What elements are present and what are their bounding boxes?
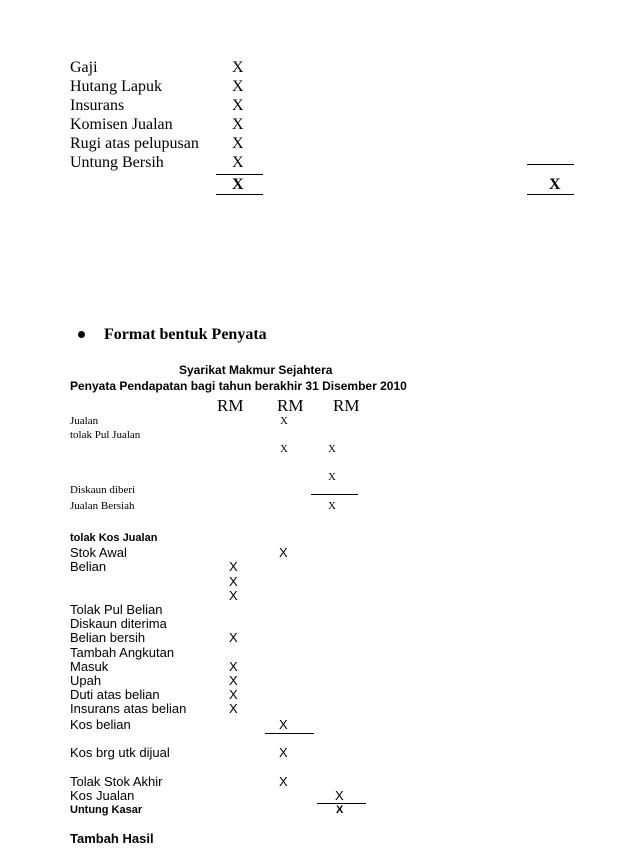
statement-title: Penyata Pendapatan bagi tahun berakhir 31 Disember 2010 xyxy=(70,379,407,393)
row-label: Diskaun diberi xyxy=(70,484,136,496)
total-right: X xyxy=(549,176,561,193)
item-value: X xyxy=(232,154,244,171)
double-rule xyxy=(527,194,574,195)
underline-rule xyxy=(265,733,314,734)
row-label: Diskaun diterima xyxy=(70,616,167,631)
row-value: X xyxy=(279,545,288,560)
row-label: Kos belian xyxy=(70,717,131,732)
row-value: X xyxy=(328,500,336,512)
section-heading: Format bentuk Penyata xyxy=(104,326,267,343)
row-label: Tambah Angkutan xyxy=(70,645,175,660)
item-value: X xyxy=(232,78,244,95)
company-name: Syarikat Makmur Sejahtera xyxy=(179,363,333,377)
item-label: Komisen Jualan xyxy=(70,116,173,133)
underline-rule xyxy=(311,494,358,495)
row-label: Tolak Pul Belian xyxy=(70,602,163,617)
row-label: Tambah Hasil xyxy=(70,831,154,846)
item-label: Insurans xyxy=(70,97,125,114)
item-value: X xyxy=(232,97,244,114)
row-value: X xyxy=(229,588,238,603)
row-label: Stok Awal xyxy=(70,545,127,560)
item-value: X xyxy=(232,116,244,133)
row-label: tolak Kos Jualan xyxy=(70,532,158,544)
item-value: X xyxy=(232,135,244,152)
row-value: X xyxy=(229,673,238,688)
row-value: X xyxy=(229,659,238,674)
col-header-2: RM xyxy=(277,396,304,415)
item-value: X xyxy=(232,59,244,76)
row-label: Insurans atas belian xyxy=(70,701,187,716)
row-label: Kos Jualan xyxy=(70,788,135,803)
total-mid: X xyxy=(232,176,244,193)
row-label: Belian bersih xyxy=(70,630,146,645)
row-label: Tolak Stok Akhir xyxy=(70,774,163,789)
row-value: X xyxy=(229,559,238,574)
row-value: X xyxy=(229,701,238,716)
row-value: X xyxy=(336,804,344,816)
row-value: X xyxy=(280,443,288,455)
row-value: X xyxy=(229,630,238,645)
row-value: X xyxy=(229,687,238,702)
underline-rule xyxy=(527,164,574,165)
double-rule xyxy=(216,194,263,195)
row-value: X xyxy=(280,415,288,427)
row-value: X xyxy=(328,471,336,483)
row-value: X xyxy=(279,745,288,760)
item-label: Gaji xyxy=(70,59,98,76)
row-value: X xyxy=(229,574,238,589)
row-label: Masuk xyxy=(70,659,109,674)
row-value: X xyxy=(335,788,344,803)
item-label: Rugi atas pelupusan xyxy=(70,135,199,152)
bullet-icon xyxy=(78,331,85,338)
col-header-1: RM xyxy=(217,396,244,415)
row-label: Upah xyxy=(70,673,102,688)
row-value: X xyxy=(328,443,336,455)
col-header-3: RM xyxy=(333,396,360,415)
row-label: Duti atas belian xyxy=(70,687,160,702)
item-label: Untung Bersih xyxy=(70,154,164,171)
row-label: Kos brg utk dijual xyxy=(70,745,170,760)
row-value: X xyxy=(279,717,288,732)
row-label: Belian xyxy=(70,559,107,574)
row-label: tolak Pul Jualan xyxy=(70,429,141,441)
row-label: Jualan xyxy=(70,415,99,427)
row-label: Untung Kasar xyxy=(70,804,143,816)
row-label: Jualan Bersiah xyxy=(70,500,135,512)
row-value: X xyxy=(279,774,288,789)
item-label: Hutang Lapuk xyxy=(70,78,162,95)
